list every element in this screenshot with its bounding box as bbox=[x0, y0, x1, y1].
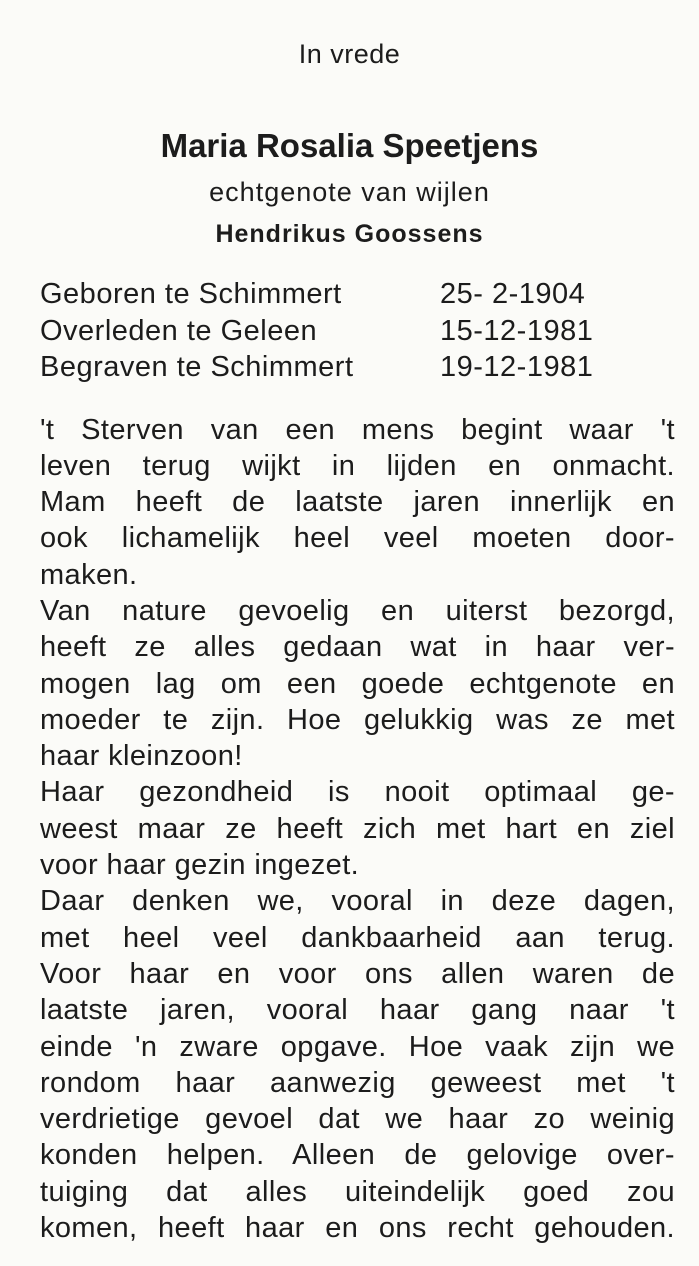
text-line: voor haar gezin ingezet. bbox=[40, 849, 360, 882]
text-line: Daar denken we, vooral in deze dagen, bbox=[40, 885, 675, 918]
text-line: ook lichamelijk heel veel moeten door- bbox=[40, 522, 675, 555]
fact-label: Geboren te Schimmert bbox=[40, 278, 342, 310]
fact-date: 25- 2-1904 bbox=[440, 278, 586, 310]
text-line: einde 'n zware opgave. Hoe vaak zijn we bbox=[40, 1030, 675, 1063]
fact-label: Begraven te Schimmert bbox=[40, 351, 354, 383]
fact-label: Overleden te Geleen bbox=[40, 314, 318, 347]
fact-date: 19-12-1981 bbox=[440, 351, 594, 383]
life-facts bbox=[40, 276, 675, 386]
text-line: Van nature gevoelig en uiterst bezorgd, bbox=[40, 594, 675, 627]
fact-row-died bbox=[40, 313, 675, 350]
text-line: maken. bbox=[40, 558, 138, 591]
text-line: met heel veel dankbaarheid aan terug. bbox=[40, 921, 675, 954]
text-line: konden helpen. Alleen de gelovige over- bbox=[40, 1139, 675, 1172]
text-line: laatste jaren, vooral haar gang naar 't bbox=[40, 994, 675, 1027]
fact-row-born bbox=[40, 276, 675, 313]
text-line: verdrietige gevoel dat we haar zo weinig bbox=[40, 1103, 675, 1136]
spouse-name: Hendrikus Goossens bbox=[215, 220, 484, 248]
text-line: moeder te zijn. Hoe gelukkig was ze met bbox=[40, 703, 675, 736]
text-line: weest maar ze heeft zich met hart en ziel bbox=[40, 812, 675, 845]
memorial-text bbox=[40, 412, 675, 1247]
deceased-name: Maria Rosalia Speetjens bbox=[160, 127, 539, 164]
text-line: leven terug wijkt in lijden en onmacht. bbox=[40, 449, 675, 482]
text-line: heeft ze alles gedaan wat in haar ver- bbox=[40, 631, 675, 664]
text-line: Haar gezondheid is nooit optimaal ge- bbox=[40, 776, 675, 809]
spouse-label: echtgenote van wijlen bbox=[209, 177, 490, 207]
text-line: mogen lag om een goede echtgenote en bbox=[40, 667, 675, 700]
text-line: komen, heeft haar en ons recht gehouden. bbox=[40, 1212, 675, 1245]
text-line: rondom haar aanwezig geweest met 't bbox=[40, 1066, 675, 1099]
fact-row-buried bbox=[40, 349, 675, 386]
text-line: Mam heeft de laatste jaren innerlijk en bbox=[40, 486, 675, 519]
text-line: tuiging dat alles uiteindelijk goed zou bbox=[40, 1175, 675, 1208]
fact-date: 15-12-1981 bbox=[440, 314, 594, 347]
text-line: haar kleinzoon! bbox=[40, 740, 243, 773]
card-heading: In vrede bbox=[298, 39, 401, 69]
text-line: Voor haar en voor ons allen waren de bbox=[40, 957, 675, 990]
text-line: 't Sterven van een mens begint waar 't bbox=[40, 413, 675, 446]
